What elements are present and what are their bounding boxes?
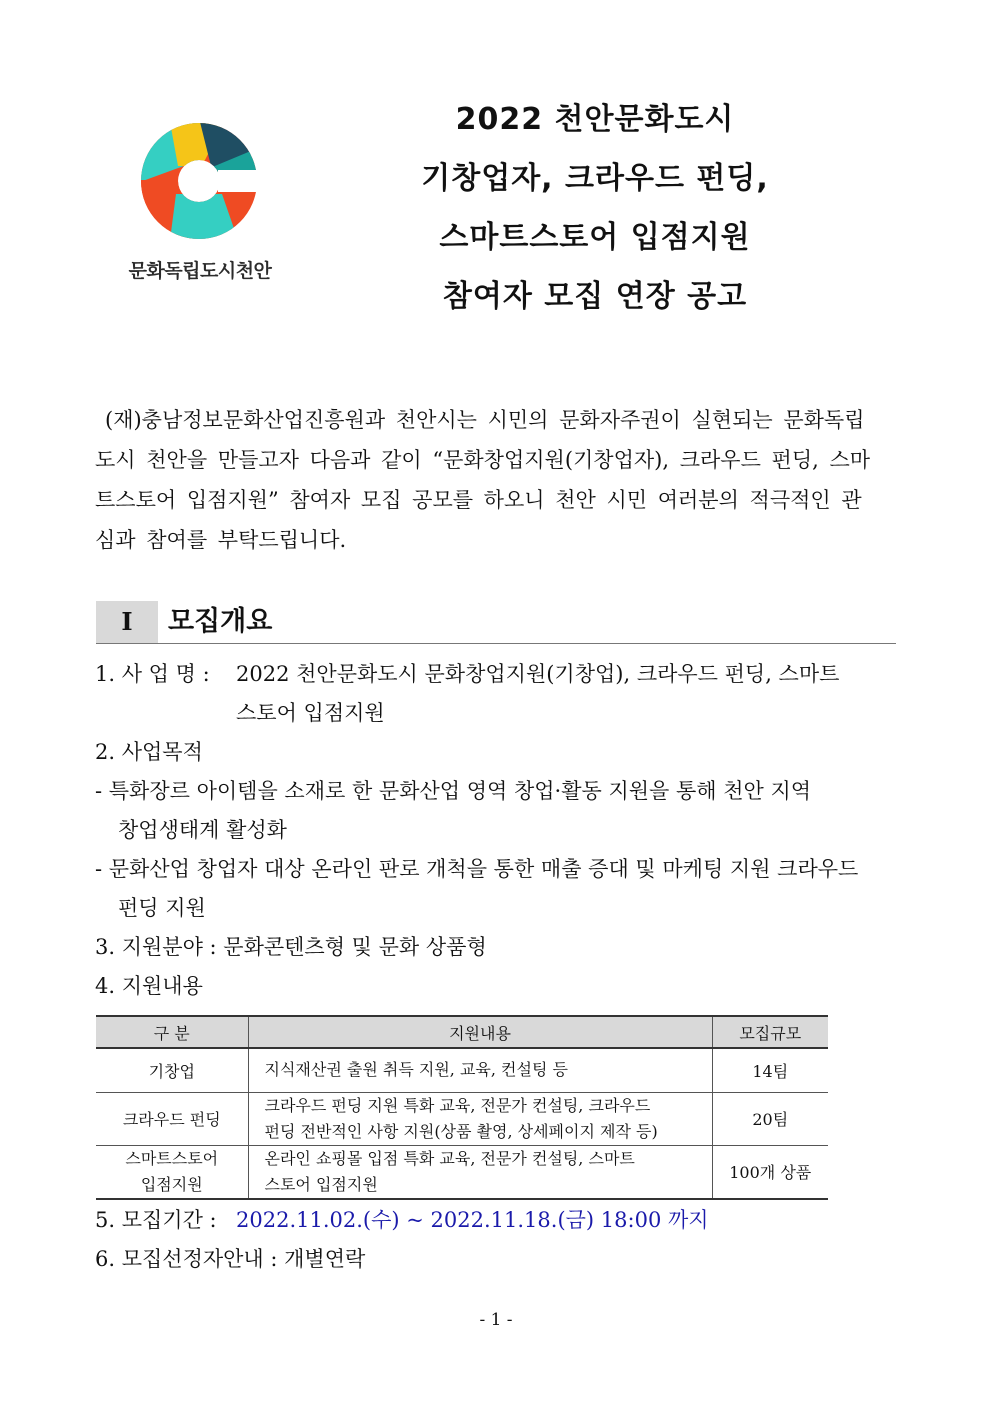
support-field: 3. 지원분야 : 문화콘텐츠형 및 문화 상품형 (95, 935, 487, 959)
intro-line-1: (재)충남정보문화산업진흥원과 천안시는 시민의 문화자주권이 실현되는 문화독립 (105, 408, 865, 432)
row-scale: 14팀 (712, 1048, 828, 1092)
content-line-2: 펀딩 전반적인 사항 지원(상품 촬영, 상세페이지 제작 등) (264, 1121, 658, 1141)
title-line-1: 2022 천안문화도시 (455, 102, 735, 137)
section-header (96, 601, 896, 644)
header-content: 지원내용 (248, 1016, 712, 1048)
purpose-2-line-1: - 문화산업 창업자 대상 온라인 판로 개척을 통한 매출 증대 및 마케팅 지원 크라우드 (95, 857, 859, 881)
title-line-2: 기창업자, 크라우드 펀딩, (421, 161, 769, 196)
content-line-1: 온라인 쇼핑몰 입점 특화 교육, 전문가 컨설팅, 스마트 (264, 1148, 635, 1168)
category-text: 크라우드 펀딩 (122, 1110, 221, 1129)
page-number: - 1 - (479, 1310, 513, 1330)
category-line-2: 입점지원 (140, 1174, 203, 1194)
purpose-1-line-2: 창업생태계 활성화 (118, 818, 287, 842)
intro-line-2: 도시 천안을 만들고자 다음과 같이 “문화창업지원(기창업자), 크라우드 펀딩, 스마 (95, 448, 871, 472)
row-content (248, 1145, 712, 1199)
purpose-label: 2. 사업목적 (95, 740, 203, 764)
row-category (96, 1048, 248, 1092)
row-category (96, 1145, 248, 1199)
table-header-row (96, 1016, 828, 1048)
period-label: 5. 모집기간 : (95, 1208, 217, 1232)
row-category (96, 1092, 248, 1145)
title-line-4: 참여자 모집 연장 공고 (442, 279, 748, 314)
content-text: 지식재산권 출원 취득 지원, 교육, 컨설팅 등 (264, 1060, 568, 1080)
support-content-label: 4. 지원내용 (95, 974, 203, 998)
category-text: 기창업 (148, 1061, 195, 1081)
section-title: 모집개요 (168, 606, 273, 637)
logo (112, 122, 288, 292)
header-category: 구 분 (96, 1016, 248, 1048)
period-value: 2022.11.02.(수) ~ 2022.11.18.(금) 18:00 까지 (236, 1208, 709, 1232)
content-line-2: 스토어 입점지원 (264, 1174, 378, 1194)
content-line-1: 크라우드 펀딩 지원 특화 교육, 전문가 컨설팅, 크라우드 (264, 1095, 651, 1115)
row-content (248, 1048, 712, 1092)
table-row (96, 1092, 828, 1145)
table-row (96, 1145, 828, 1199)
project-name-line-2: 스토어 입점지원 (236, 701, 385, 725)
table-row (96, 1048, 828, 1092)
row-scale: 20팀 (712, 1092, 828, 1145)
intro-line-3: 트스토어 입점지원” 참여자 모집 공모를 하오니 천안 시민 여러분의 적극적인 관 (95, 488, 862, 512)
project-name-label: 1. 사 업 명 : (95, 662, 210, 686)
purpose-2-line-2: 펀딩 지원 (118, 896, 206, 920)
support-table (96, 1015, 828, 1200)
logo-text: 문화독립도시천안 (128, 260, 272, 282)
row-content (248, 1092, 712, 1145)
category-line-1: 스마트스토어 (125, 1148, 219, 1168)
project-name-line-1: 2022 천안문화도시 문화창업지원(기창업), 크라우드 펀딩, 스마트 (236, 662, 840, 686)
section-number: Ⅰ (96, 601, 158, 643)
intro-line-4: 심과 참여를 부탁드립니다. (95, 528, 347, 552)
selection-notice: 6. 모집선정자안내 : 개별연락 (95, 1247, 366, 1271)
header-scale: 모집규모 (712, 1016, 828, 1048)
purpose-1-line-1: - 특화장르 아이템을 소재로 한 문화산업 영역 창업·활동 지원을 통해 천안 지역 (95, 779, 812, 803)
document-title (370, 98, 820, 334)
cheonan-culture-city-logo-icon (140, 122, 258, 240)
intro-paragraph (95, 400, 897, 560)
row-scale: 100개 상품 (712, 1145, 828, 1199)
title-line-3: 스마트스토어 입점지원 (439, 220, 751, 255)
